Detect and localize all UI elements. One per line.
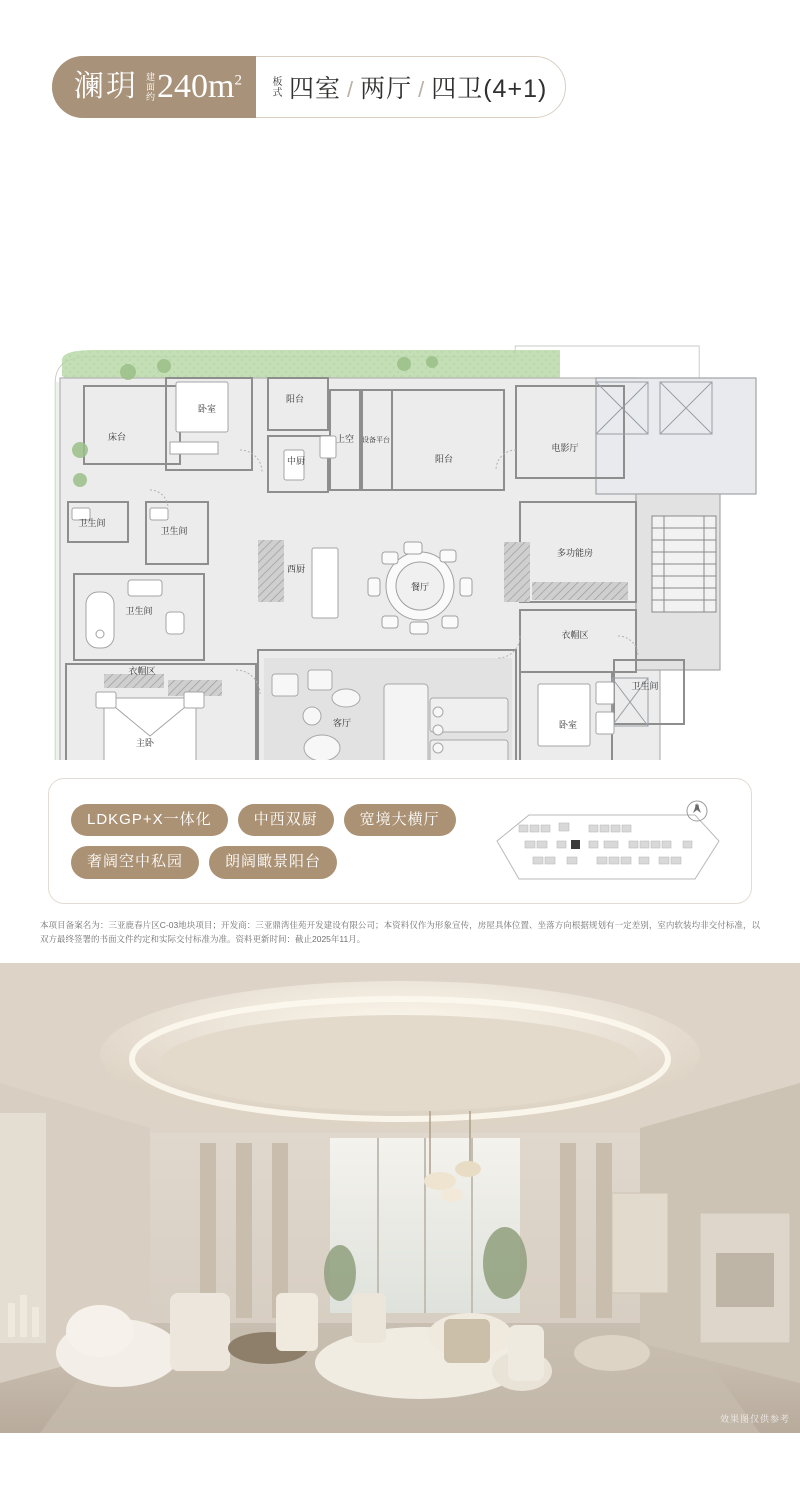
compass-label: N [694, 805, 700, 811]
area-number: 240m [157, 68, 235, 105]
room-label: 餐厅 [410, 582, 430, 592]
stair-core [652, 516, 716, 612]
photo-watermark: 效果图仅供参考 [719, 1413, 790, 1424]
feature-tag: 中西双厨 [238, 804, 334, 837]
title-bar [52, 56, 566, 118]
title-right-block [256, 57, 547, 117]
room-label: 上空 [335, 434, 355, 444]
disclaimer-text: 本项目备案名为：三亚鹿春片区C-03地块项目；开发商：三亚鼎湾佳苑开发建设有限公司；本资料仅作为形象宣传，房屋具体位置、坐落方向根据规划有一定差别，室内软装均非交付标准，以双方最终签署的书面文件约定和实际交付标准为准。资料更新时间：截止2025年11月。 [40, 920, 760, 945]
furniture-living [264, 658, 512, 760]
spec-separator-2: / [418, 77, 426, 102]
project-name: 澜玥 [74, 70, 138, 103]
spec-separator-1: / [346, 77, 355, 102]
site-location-map [489, 797, 729, 889]
feature-tag-list [67, 804, 501, 879]
room-label: 西厨 [286, 564, 306, 574]
unit-specs [289, 69, 547, 105]
site-marker [571, 840, 580, 849]
room-label: 卫生间 [78, 518, 106, 528]
room-label: 多功能房 [556, 548, 594, 558]
room-label: 卫生间 [125, 606, 153, 616]
interior-rendering-image [0, 963, 800, 1433]
room-label: 卧室 [558, 720, 578, 730]
floor-plan [0, 150, 800, 760]
spec-rooms: 四室 [288, 75, 341, 103]
room-label: 卧室 [197, 404, 217, 414]
floor-plan-drawing [0, 150, 800, 760]
room-label: 电影厅 [551, 443, 579, 453]
room-label: 设备平台 [362, 437, 390, 444]
room-label: 衣帽区 [128, 666, 156, 676]
room-label: 衣帽区 [561, 630, 589, 640]
room-label: 阳台 [285, 394, 305, 404]
area-wrap [144, 70, 242, 104]
room-label: 中厨 [286, 456, 306, 466]
feature-tag: 奢阔空中私园 [71, 846, 199, 879]
interior-rendering [0, 963, 800, 1433]
features-card [48, 778, 752, 904]
spec-halls: 两厅 [360, 75, 413, 103]
header [0, 0, 800, 150]
room-label: 客厅 [332, 718, 352, 728]
feature-tag: 宽境大横厅 [344, 804, 456, 837]
compass-icon [687, 801, 707, 821]
building-type-label: 板式 [269, 76, 281, 98]
room-label: 卫生间 [631, 681, 659, 691]
room-label: 床台 [107, 432, 127, 442]
area-superscript: 2 [234, 72, 242, 89]
room-label: 卫生间 [160, 526, 188, 536]
area-value [157, 70, 242, 104]
feature-tag: 朗阔瞰景阳台 [209, 846, 337, 879]
title-left-block [52, 56, 256, 118]
spec-baths: 四卫(4+1) [431, 75, 548, 103]
room-label: 阳台 [434, 454, 454, 464]
feature-tag: LDKGP+X一体化 [71, 804, 228, 837]
area-prefix-label: 建面约 [145, 72, 155, 102]
room-label: 主卧 [135, 738, 155, 748]
